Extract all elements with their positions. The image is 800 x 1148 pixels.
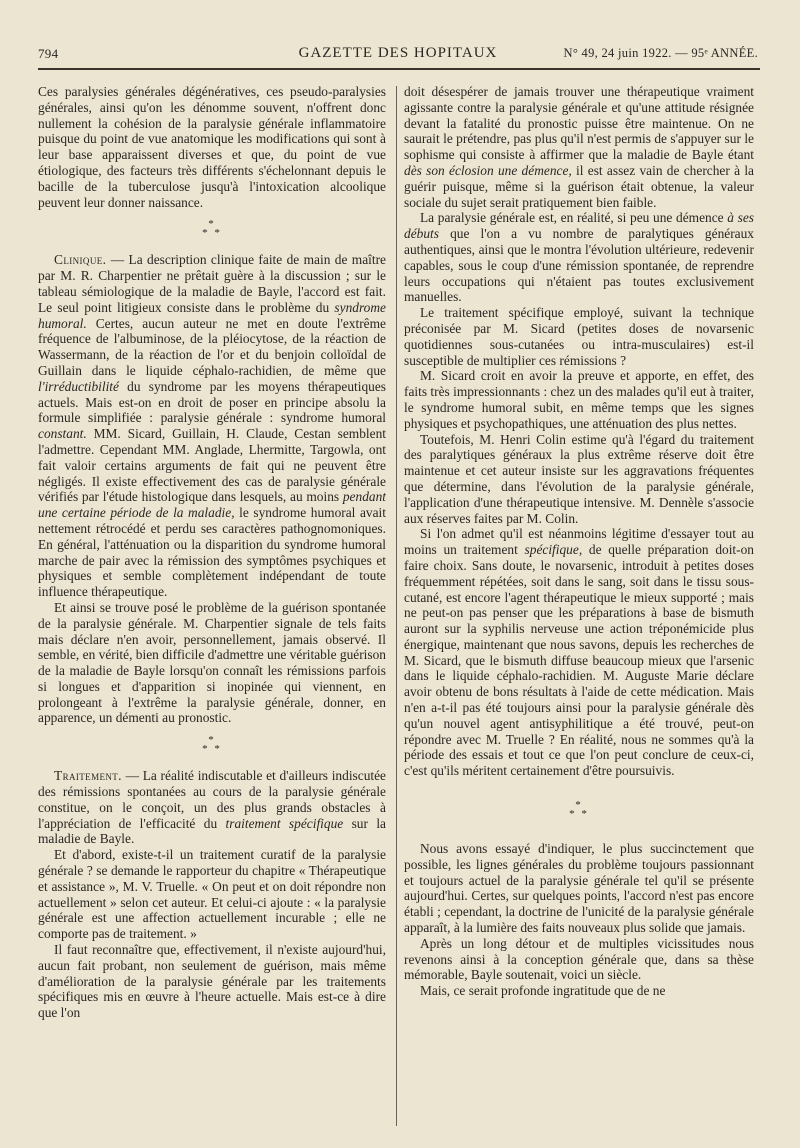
paragraph: Après un long détour et de multiples vicissitudes nous revenons ainsi à la conception générale que, dans sa thèse mémorable, Bayle soutenait, voici un siècle. (404, 935, 754, 983)
italic-run: constant. (38, 426, 87, 442)
journal-title: GAZETTE DES HOPITAUX (298, 45, 498, 61)
text-run: du syndrome par les moyens thérapeutiques actuels. Mais est-on en droit de poser en principe absolu la formule simplifiée : paralysie générale : syndrome humoral (38, 378, 386, 426)
paragraph: Le traitement spécifique employé, suivant la technique préconisée par M. Sicard (petites doses de novarsenic quotidiennes sous-cutanées ou intra-musculaires) est-il susceptible de multiplier ces rémissions ? (404, 305, 754, 368)
text-run: que l'on a vu nombre de paralytiques généraux authentiques, ainsi que le montra l'évolution ultérieure, redevenir capables, sous le coup d'une rémission spontanée, de reprendre leurs occupations qui n'étaient pas toutes exclusivement manuelles. (404, 226, 754, 305)
paragraph: Mais, ce serait profonde ingratitude que de ne (420, 983, 666, 999)
section-heading-clinique: Clinique. (54, 252, 107, 268)
issue-info: N° 49, 24 juin 1922. — 95ᵉ ANNÉE. (563, 46, 758, 60)
paragraph: Nous avons essayé d'indiquer, le plus succinctement que possible, les lignes générales du problème toujours passionnant et toujours actuel de la paralysie générale tel qu'il se présente aujourd'hui. Certes, sur quelques points, l'accord n'est pas encore établi ; cependant, la doctrine de l'unicité de la paralysie générale apparaît, à la lumière des faits nouveaux plus solide que jamais. (404, 841, 754, 936)
paragraph: Il faut reconnaître que, effectivement, il n'existe aujourd'hui, aucun fait probant, non seulement de guérison, mais même d'amélioration de la paralysie générale par les traitements spécifiques mis en œuvre à l'heure actuelle. Mais est-ce à dire que l'on (38, 942, 386, 1021)
section-separator: * * * (569, 799, 589, 821)
text-run: le syndrome humoral avait nettement rétrocédé et perdu ses caractères pathognomoniques. En général, l'atténuation ou la disparition du syndrome humoral marche de pair avec la rémission des symptômes psychiques et physiques et semble complètement indépendant de toute influence thérapeutique. (38, 505, 386, 600)
paragraph: Toutefois, M. Henri Colin estime qu'à l'égard du traitement des paralytiques généraux la plus extrême réserve doit être maintenue et cet auteur insiste sur les aggravations fréquentes que détermine, dans l'évolution de la paralysie générale, l'application d'une thérapeutique intensive. M. Dennèle s'associe aux réserves faites par M. Colin. (404, 431, 754, 526)
italic-run: pendant une certaine période de la maladie, (38, 489, 386, 521)
italic-run: dès son éclosion une démence, (404, 162, 572, 178)
text-run: sur la maladie de Bayle. (38, 815, 386, 847)
paragraph: M. Sicard croit en avoir la preuve et apporte, en effet, des faits très impressionnants : chez un des malades qu'il eut à traiter, le syndrome humoral subit, en même temps que les signes physiques et psychopathiques, une atténuation des plus nettes. (404, 368, 754, 431)
italic-run: l'irréductibilité (38, 378, 119, 394)
text-run: La paralysie générale est, en réalité, si peu une démence (420, 210, 728, 226)
left-column (38, 84, 386, 1134)
section-traitement (38, 768, 386, 847)
italic-run: à ses débuts (404, 210, 754, 242)
paragraph (404, 210, 754, 305)
column-divider (396, 86, 397, 1126)
paragraph (404, 526, 754, 779)
text-run: Si l'on admet qu'il est néanmoins légitime d'essayer tout au moins un traitement (404, 526, 754, 558)
italic-run: traitement spécifique (225, 815, 344, 831)
right-column (404, 84, 754, 1134)
italic-run: spécifique, (524, 542, 583, 558)
text-run: MM. Sicard, Guillain, H. Claude, Cestan semblent l'admettre. Cependant MM. Anglade, Lhermitte, Targowla, ont fait valoir certains arguments de fait qui ne peuvent être négligés. Il existe effectivement des cas de paralysie générale vérifiés par l'étude histologique dans lesquels, au moins (38, 426, 386, 505)
paragraph: Et ainsi se trouve posé le problème de la guérison spontanée de la paralysie générale. M. Charpentier signale de tels faits mais déclare n'en avoir, personnellement, jamais observé. Il semble, en vérité, bien difficile d'admettre une véritable guérison de la maladie de Bayle lorsqu'on connaît les rémissions parfois si longues et d'apparition si inopinée qui viennent, en prolongeant à l'extrême la paralysie générale, donner, en apparence, un démenti au pronostic. (38, 599, 386, 726)
paragraph: Ces paralysies générales dégénératives, ces pseudo-paralysies générales, ainsi qu'on les dénomme souvent, n'offrent donc nullement la cohésion de la paralysie générale inflammatoire puisque du point de vue anatomique les modifications qui sont à leur base apparaissent diverses et que, du point de vue étiologique, des facteurs très différents s'échelonnant depuis le bacille de la tuberculose jusqu'à l'intoxication alcoolique peuvent leur donner naissance. (38, 84, 386, 210)
page-header (38, 44, 758, 66)
section-separator: * * * (202, 218, 222, 240)
text-run: — La description clinique faite de main de maître par M. R. Charpentier ne prêtait guère à la discussion ; sur le tableau sémiologique de la maladie de Bayle, l'accord est fait. Le seul point litigieux consiste dans le problème du (38, 252, 386, 315)
text-run: — La réalité indiscutable et d'ailleurs indiscutée des rémissions spontanées au cours de la paralysie générale constitue, on le conçoit, un des plus grands obstacles à l'appréciation de l'efficacité du (38, 768, 386, 831)
paragraph: Et d'abord, existe-t-il un traitement curatif de la paralysie générale ? se demande le rapporteur du chapitre « Thérapeutique et assistance », M. V. Truelle. « On peut et on doit répondre non actuellement » selon cet auteur. Et celui-ci ajoute : « la paralysie générale est une affection actuellement incurable ; elle ne comporte pas de traitement. » (38, 847, 386, 942)
header-rule (38, 68, 760, 70)
text-run: doit désespérer de jamais trouver une thérapeutique vraiment agissante contre la paralysie générale et qu'une attitude résignée devant la fatalité du pronostic puisse être maintenue. On ne saurait le prétendre, pas plus qu'il n'est permis de s'appuyer sur le sophisme qui consiste à affirmer que la maladie de Bayle étant (404, 84, 754, 163)
text-run: de quelle préparation doit-on faire choix. Sans doute, le novarsenic, introduit à petites doses fréquemment répétées, soit dans le sang, soit dans le tissu sous-cutané, est encore l'agent thérapeutique le mieux supporté ; mais ne peut-on pas penser que les préparations à base de bismuth auront sur la syphilis nerveuse une action tréponémicide plus énergique, maintenant que nous savons, depuis les recherches de M. Sicard, que le bismuth diffuse beaucoup mieux que l'arsenic dans le liquide céphalo-rachidien. M. Auguste Marie déclare avoir obtenu de bons résultats à l'aide de cette médication. Mais n'en a-t-il pas été toujours ainsi pour la paralysie générale dès qu'un nouvel agent antisyphilitique a été trouvé, peut-on répondre avec M. Truelle ? En réalité, nous ne sommes qu'à la période des essais et tout ce que l'on peut conclure de ceux-ci, c'est qu'ils méritent certainement d'être poursuivis. (404, 542, 754, 779)
italic-run: syndrome humoral. (38, 299, 386, 331)
page-number: 794 (38, 46, 59, 61)
paragraph (404, 84, 754, 210)
section-heading-traitement: Traitement. (54, 768, 122, 784)
section-separator: * * * (202, 734, 222, 756)
section-clinique (38, 252, 386, 600)
text-run: il est assez vain de chercher à la guérir puisque, même si la guérison était obtenue, la valeur sociale du sujet serait pratiquement bien faible. (404, 162, 754, 210)
text-run: Certes, aucun auteur ne met en doute l'extrême fréquence de l'albuminose, de la pléiocytose, de la réaction de Wassermann, de la réaction de l'or et du benjoin colloïdal de Guillain dans le liquide céphalo-rachidien, de même que (38, 315, 386, 378)
